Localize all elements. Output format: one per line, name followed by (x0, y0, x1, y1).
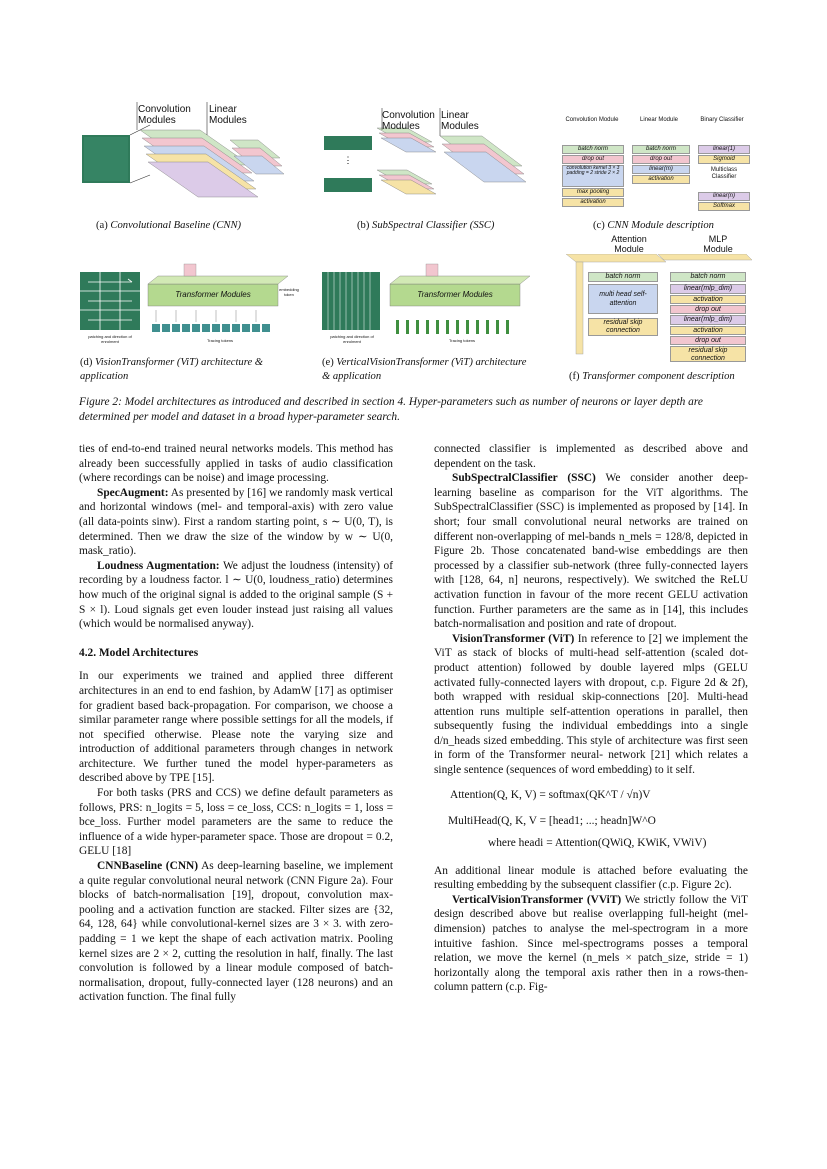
panel-f-header-mlp: MLP Module (703, 234, 733, 254)
equation-head: where headi = Attention(QWiQ, KWiK, VWiV) (488, 836, 707, 849)
panel-c-multiclass-label: Multiclass Classifier (710, 167, 738, 180)
panel-c-header-binary: Binary Classifier (700, 117, 744, 123)
attn-row-residual: residual skip connection (588, 318, 658, 336)
panel-d-small-label-2: Tracing tokens (206, 338, 234, 343)
mlp-row-dropout-1: drop out (670, 305, 746, 314)
linear-row-linear: linear(m) (632, 165, 690, 174)
left-p1: ties of end-to-end trained neural networks models. This method has already been successfully applied in tasks of audio classification (where recordings can be noise) and image processing. (79, 443, 393, 485)
panel-a-caption: (a) Convolutional Baseline (CNN) (96, 220, 242, 231)
panel-f-caption: (f) Transformer component description (569, 371, 735, 382)
mlp-row-batch-norm: batch norm (670, 272, 746, 282)
panel-c (562, 117, 752, 217)
linear-row-dropout: drop out (632, 155, 690, 164)
linear-row-batch-norm: batch norm (632, 145, 690, 154)
figure-caption: Figure 2: Model architectures as introduced and described in section 4. Hyper-parameters such as number of neurons or layer depth are determined per model and dataset in a broad hyper-parameter search. (79, 396, 703, 423)
panel-a-label-conv: Convolution Modules (138, 104, 191, 126)
multiclass-row-softmax: Softmax (698, 202, 750, 211)
mlp-row-linear-2: linear(mlp_dim) (670, 315, 746, 325)
right-column (434, 442, 748, 995)
panel-d-small-label-3: embedding token (279, 287, 299, 297)
right-p3: VisionTransformer (ViT) In reference to [2] we implement the ViT as stack of blocks of multi-head self-attention (scaled dot-product attention) followed by double layered mlps (GELU activated fully-connected layers with dropout, c.p. Figure 2d & 2f), both wrapped with residual skip-connections [20]. Multi-head attention runs multiple self-attention operations in parallel, then subsequently fusing the individual embeddings into a single d/n_heads sized embedding. This style of architecture was first seen in form of the Transformer neural- network [21] which relates a single sentence (sequences of word embedding) to it self. (434, 632, 748, 777)
panel-e-caption: (e) VerticalVisionTransformer (ViT) architecture & application (322, 357, 527, 382)
panel-f (566, 234, 752, 364)
panel-c-header-linear: Linear Module (639, 117, 679, 123)
left-p4: In our experiments we trained and applied three different architectures in an end to end fashion, by AdamW [17] as optimiser for gradient based back-propagation. For comparison, we choose a similar parameter range where possible settings for all the models, if not specified otherwise. Please note the varying size and introduction of additional parameters through changes in network architecture. We further tuned the model hyper-parameters as described above by TPE [15]. (79, 670, 393, 785)
attn-row-batch-norm: batch norm (588, 272, 658, 282)
panel-e-transformer-label: Transformer Modules (417, 290, 493, 299)
panel-e-small-label-1: patching and direction of enrolment (330, 334, 374, 344)
conv-row-activation: activation (562, 198, 624, 207)
right-p1: connected classifier is implemented as described above and dependent on the task. (434, 443, 748, 470)
binary-row-sigmoid: Sigmoid (698, 155, 750, 164)
left-p5: For both tasks (PRS and CCS) we define default parameters as follows, PRS: n_logits = 5, loss = ce_loss, CCS: n_logits = 1, loss = bce_loss. Further model parameters are the same to reduce the influence of a wide hyper-parameter space. Those are dropout = 0.2, GELU [18] (79, 787, 393, 858)
mlp-row-activation-2: activation (670, 326, 746, 335)
left-p6: CNNBaseline (CNN) As deep-learning baseline, we implement a quite regular convolutional neural network (CNN Figure 2a). Four blocks of batch-normalisation [19], dropout, convolution max-pooling and a activation function are stacked. Filter sizes are {32, 64, 128, 64} while convolutional-kernel sizes are 3 × 3. with zero-padding = 1 we kept the shape of each activation matrix. Pooling kernel sizes are 2 × 2, cutting the resolution in half, finally. The last convolution is followed by a linear module composed of batch-normalisation, dropout, fully-connected layer (128 neurons) and an activation function. The final fully (79, 860, 393, 1004)
multiclass-row-linear: linear(n) (698, 192, 750, 201)
panel-b (322, 108, 552, 218)
panel-e (322, 262, 542, 352)
panel-b-label-conv: Convolution Modules (382, 110, 435, 132)
right-p4: An additional linear module is attached before evaluating the resulting embedding by the subsequent classifier (c.p. Figure 2c). (434, 864, 748, 892)
svg-text:⋮: ⋮ (343, 155, 353, 165)
mlp-row-dropout-2: drop out (670, 336, 746, 345)
left-p3: Loudness Augmentation: We adjust the loudness (intensity) of recording by a loudness factor. l ∼ U(0, loudness_ratio) determines how much of the original signal is added to the original sample (S + S × l). Loud signals get even louder instead just raising all values (which would be normalised anyway). (79, 559, 394, 631)
right-p5: VerticalVisionTransformer (VViT) We strictly follow the ViT design described above but realise overlapping full-height (mel-dimension) patches to analyse the mel-spectrogram in a more intuitive fashion. Since mel-spectrograms posses a temporal relation, we move the kernel (n_mels × patch_size, stride = 1) horizontally along the temporal axis rather then in a rows-then-column pattern (c.p. Fig- (434, 893, 748, 994)
figure-2 (0, 0, 827, 390)
conv-row-max-pooling: max pooling (562, 188, 624, 197)
binary-row-linear: linear(1) (698, 145, 750, 154)
panel-f-header-attention: Attention Module (611, 234, 647, 254)
panel-d-small-label-1: patching and direction of enrolment (88, 334, 132, 344)
left-p2: SpecAugment: As presented by [16] we randomly mask vertical and horizontal windows (mel- and temporal-axis) with zero value (all data-points sinw). First a random starting point, s ∼ U(0, T), is determined. Then we draw the size of the window by w ∼ U(0, mask_ratio). (79, 486, 393, 558)
panel-a-label-linear: Linear Modules (209, 104, 247, 126)
mlp-row-residual: residual skip connection (670, 346, 746, 362)
panel-b-label-linear: Linear Modules (441, 110, 479, 132)
panel-d-transformer-label: Transformer Modules (175, 290, 251, 299)
linear-row-activation: activation (632, 175, 690, 184)
conv-row-convolution: convolution kernel 3 × 3 padding = 2 stride 2 × 2 (562, 165, 624, 187)
conv-row-batch-norm: batch norm (562, 145, 624, 154)
panel-a (80, 100, 290, 215)
panel-d-caption: (d) VisionTransformer (ViT) architecture & application (80, 357, 264, 382)
equation-attention: Attention(Q, K, V) = softmax(QK^T / √n)V (450, 788, 651, 801)
equation-multihead: MultiHead(Q, K, V = [head1; ...; headn]W^O (448, 814, 656, 827)
mlp-row-linear-1: linear(mlp_dim) (670, 284, 746, 294)
attn-row-multihead: multi head self-attention (588, 284, 658, 314)
right-p2: SubSpectralClassifier (SSC) We consider another deep-learning baseline as comparison for the ViT algorithms. The SubSpectralClassifier (SSC) is implemented as proposed by [14]. In short; four small convolutional neural networks are trained on different non-overlapping of mel-bands n_mels = 128/8, depicted in Figure 2b. Those concatenated band-wise embeddings are then processed by a classifier sub-network (three fully-connected layers with [128, 64, n] neurons, respectively). We switched the ReLU activation function in favour of the more recent GELU activation function. Further parameters are the same as in [14], this includes batch-normalisation and position and rate of dropout. (434, 472, 748, 631)
panel-c-caption: (c) CNN Module description (593, 220, 714, 231)
section-heading: 4.2. Model Architectures (79, 646, 199, 659)
panel-e-small-label-2: Tracing tokens (448, 338, 476, 343)
panel-d (80, 262, 300, 352)
left-column (79, 442, 393, 1005)
panel-b-caption: (b) SubSpectral Classifier (SSC) (357, 220, 495, 231)
conv-row-dropout: drop out (562, 155, 624, 164)
panel-c-header-conv: Convolution Module (565, 117, 619, 123)
mlp-row-activation-1: activation (670, 295, 746, 304)
